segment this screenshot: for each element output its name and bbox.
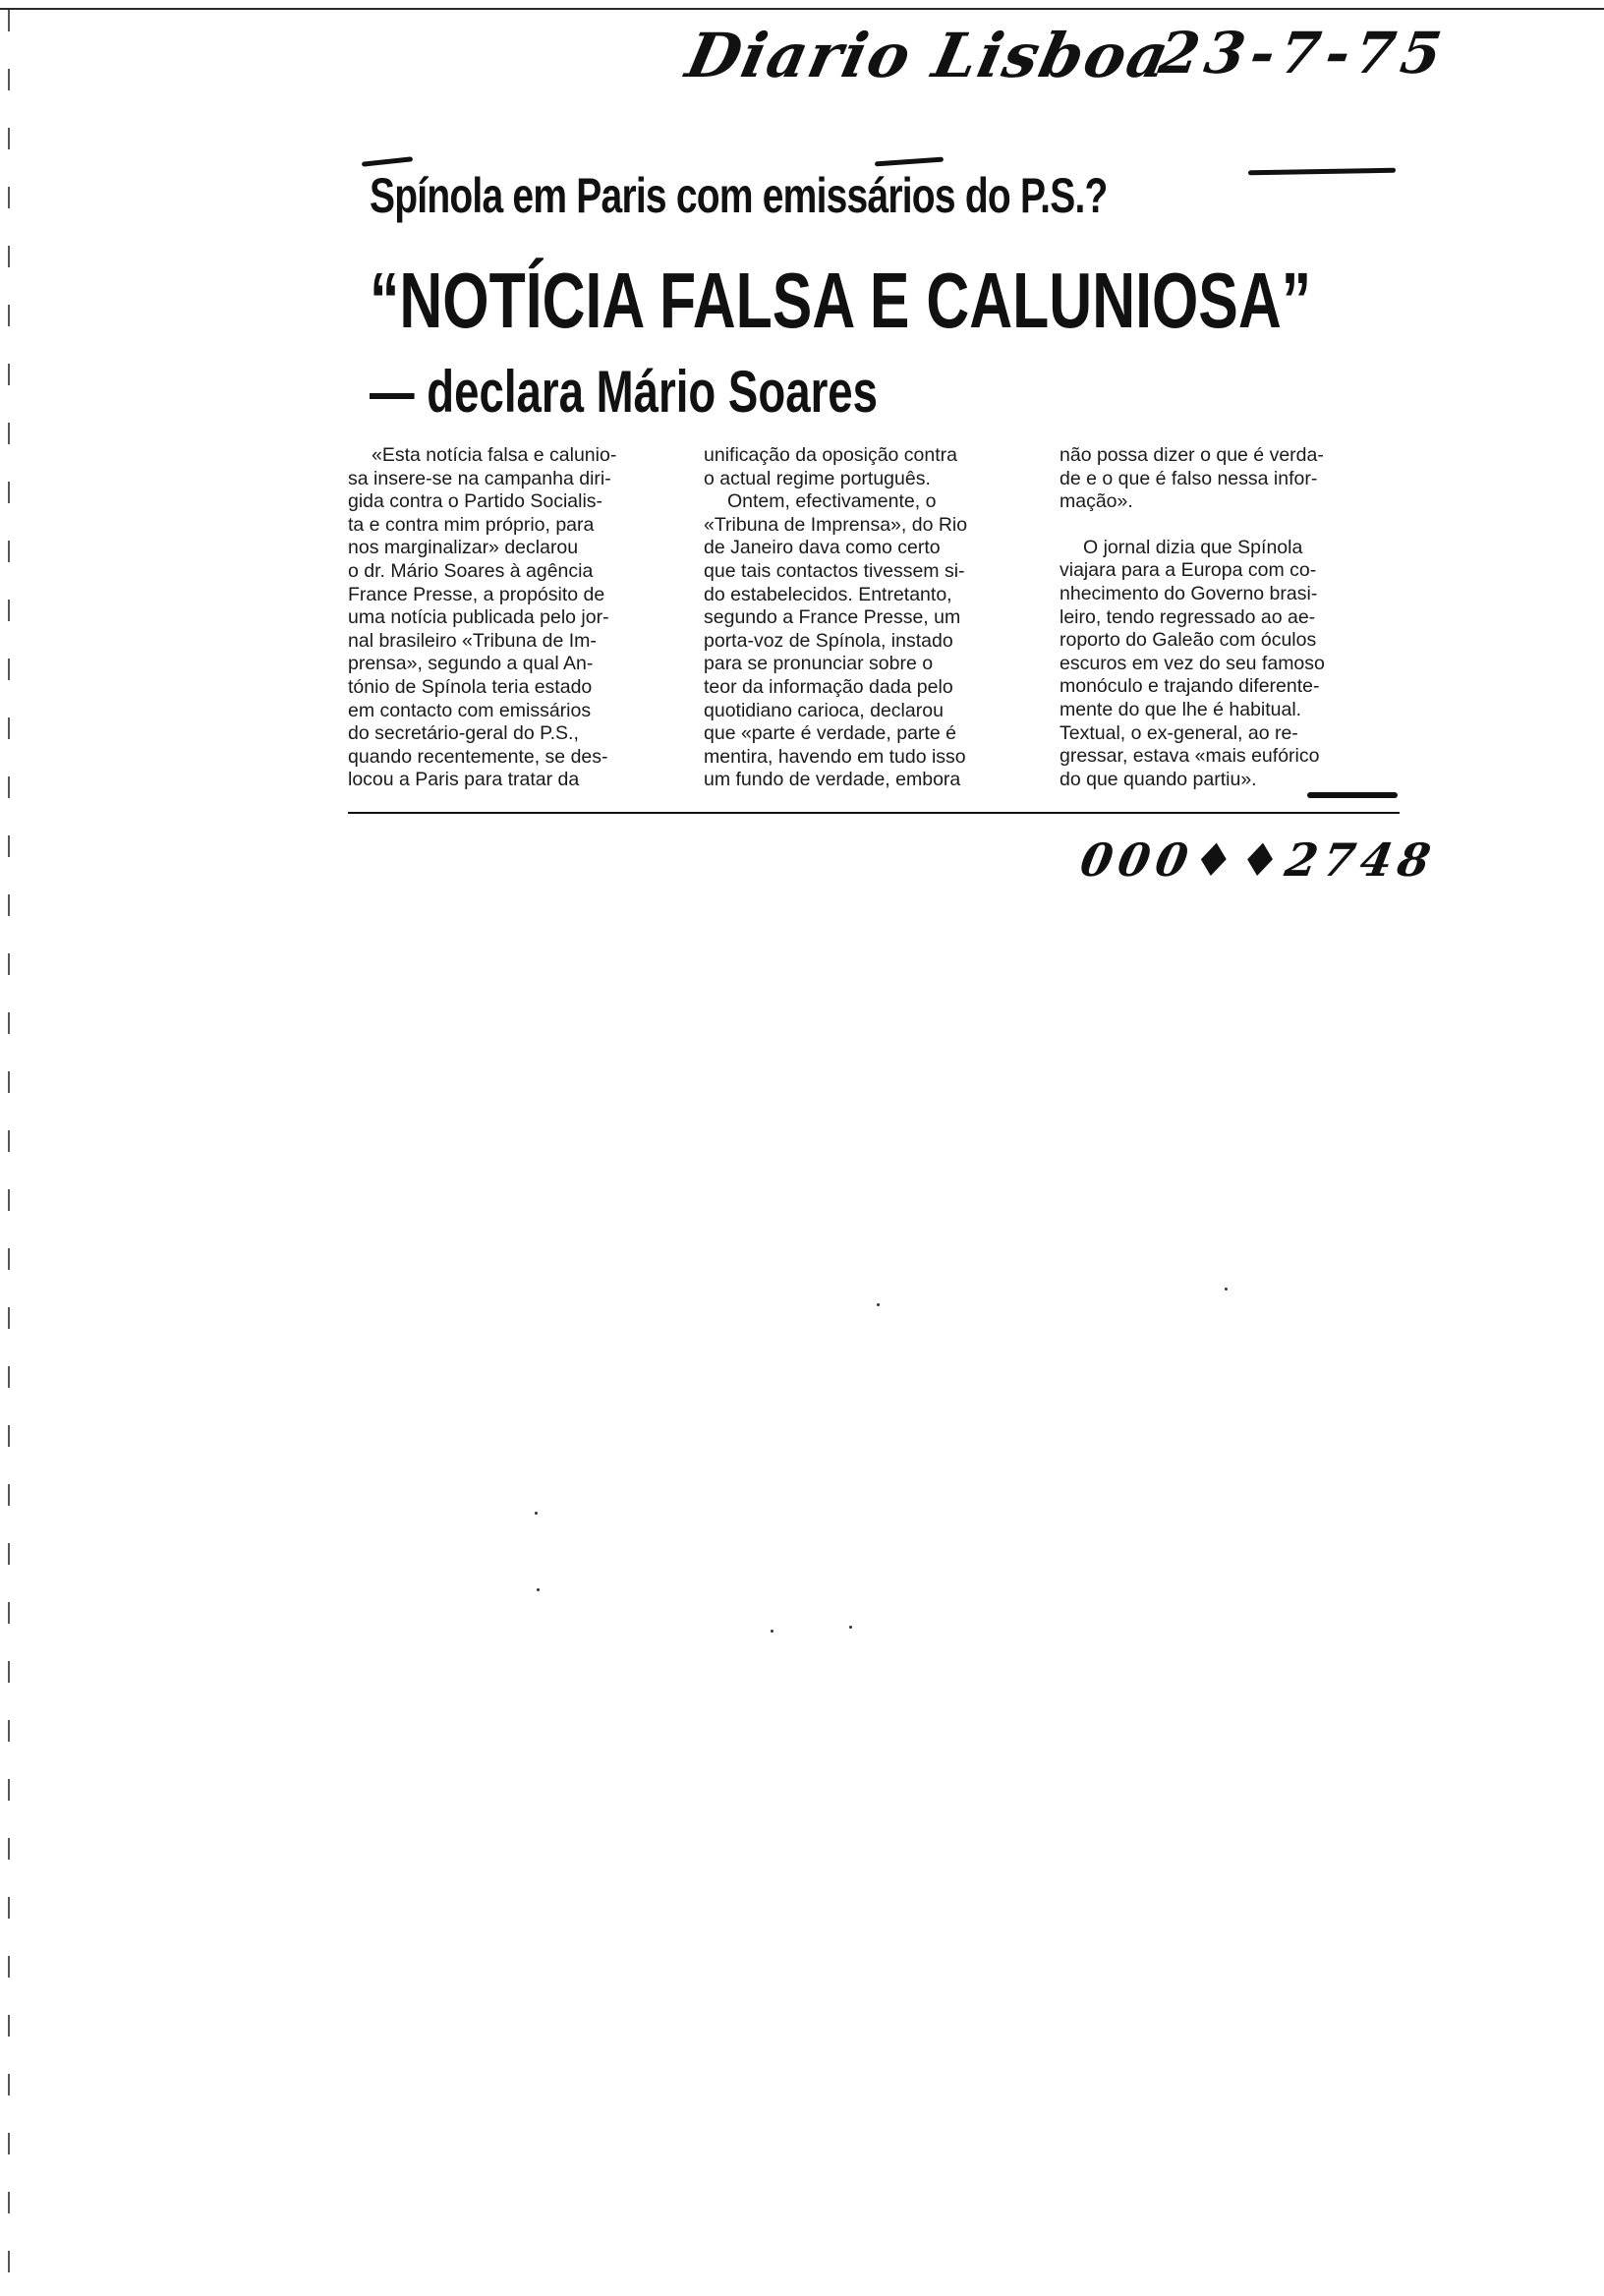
handwritten-date: 23-7-75: [1155, 20, 1452, 86]
article-body: [348, 444, 1400, 792]
article-kicker: Spínola em Paris com emissários do P.S.?: [370, 168, 1108, 223]
paragraph: unificação da oposição contra o actual regime português.: [704, 444, 958, 489]
article-column-2: [704, 444, 1044, 792]
scan-speck: [537, 1588, 540, 1591]
marker-stroke: [362, 156, 413, 166]
marker-stroke: [1248, 168, 1396, 176]
marker-stroke: [1307, 792, 1398, 798]
article-subheadline: — declara Mário Soares: [370, 359, 879, 425]
article-bottom-rule: [348, 812, 1400, 814]
paragraph: O jornal dizia que Spínola viajara para a Europa com co- nhecimento do Governo brasi- leiro, tendo regressado ao ae- roporto do Galeão com óculos escuros em vez do seu famoso monóculo e trajando diferente- mente do que lhe é habitual. Textual, o ex-general, ao re- gressar, estava «mais eufórico do que quando partiu».: [1060, 536, 1325, 790]
article-column-3: [1060, 444, 1400, 792]
scan-speck: [771, 1630, 773, 1633]
scan-speck: [1225, 1288, 1228, 1291]
scan-top-edge: [0, 8, 1604, 10]
scan-speck: [535, 1512, 538, 1515]
paragraph: não possa dizer o que é verda- de e o que é falso nessa infor- mação».: [1060, 444, 1324, 513]
article-headline: “NOTÍCIA FALSA E CALUNIOSA”: [370, 257, 1312, 344]
article-column-1: [348, 444, 688, 792]
handwritten-publication: Diario Lisboa: [680, 20, 1177, 91]
marker-stroke: [875, 157, 944, 167]
handwritten-archive-number: 000♦♦2748: [1076, 833, 1441, 887]
scan-left-edge: [8, 10, 10, 2296]
scan-speck: [849, 1626, 852, 1629]
scan-speck: [877, 1303, 880, 1306]
paragraph: «Esta notícia falsa e calunio- sa insere-se na campanha diri- gida contra o Partido Socialis- ta e contra mim próprio, para nos marginalizar» declarou o dr. Mário Soares à agência France Presse, a propósito de uma notícia publicada pelo jor- nal brasileiro «Tribuna de Im- prensa», segundo a qual An- tónio de Spínola teria estado em contacto com emissários do secretário-geral do P.S., quando recentemente, se des- locou a Paris para tratar da: [348, 444, 617, 791]
paragraph: Ontem, efectivamente, o «Tribuna de Imprensa», do Rio de Janeiro dava como certo que tais contactos tivessem si- do estabelecidos. Entretanto, segundo a France Presse, um porta-voz de Spínola, instado para se pronunciar sobre o teor da informação dada pelo quotidiano carioca, declarou que «parte é verdade, parte é mentira, havendo em tudo isso um fundo de verdade, embora: [704, 490, 968, 791]
